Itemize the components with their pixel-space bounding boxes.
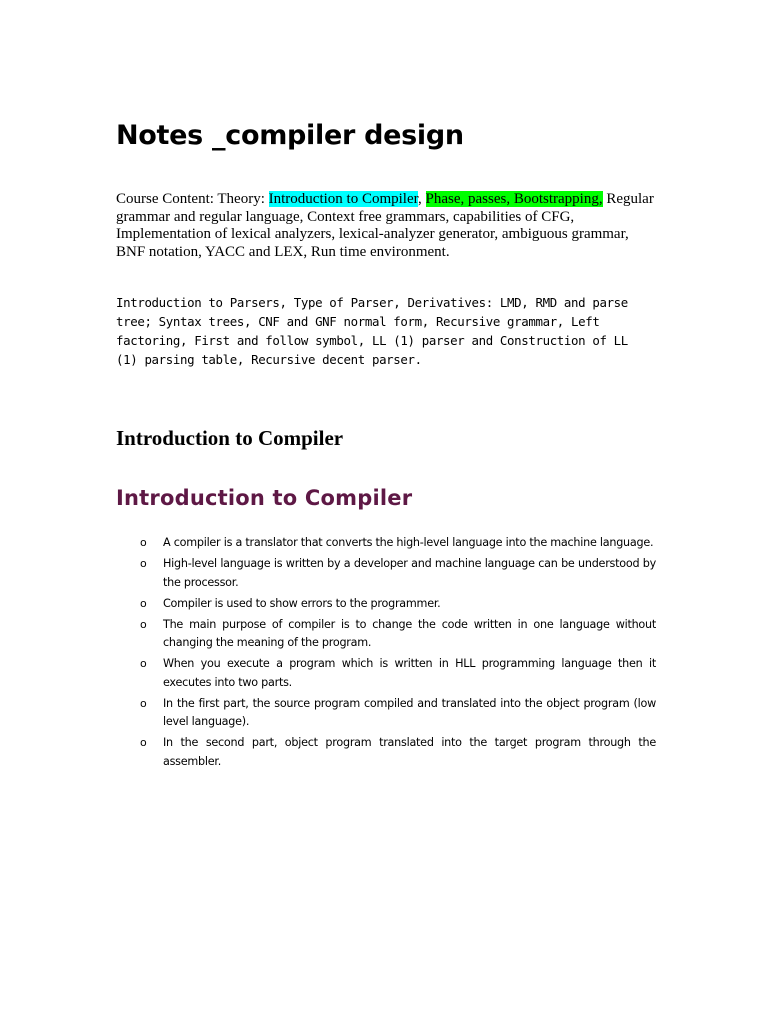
- list-item: [116, 695, 656, 732]
- highlight-phase-passes: Phase, passes, Bootstrapping,: [425, 191, 603, 207]
- bullet-circle-icon: o: [140, 696, 147, 710]
- bullet-circle-icon: o: [140, 596, 147, 610]
- bullet-circle-icon: o: [140, 657, 147, 670]
- section-heading-script: Introduction to Compiler: [116, 486, 413, 510]
- highlight-intro-compiler: Introduction to Compiler: [268, 191, 419, 207]
- list-item-text: The main purpose of compiler is to change the code written in one language without changing the meaning of the program.: [163, 617, 656, 649]
- bullet-circle-icon: o: [140, 557, 147, 570]
- list-item: [116, 655, 656, 692]
- list-item: [116, 534, 656, 553]
- parsers-paragraph: Introduction to Parsers, Type of Parser, Derivatives: LMD, RMD and parse tree; Syntax trees, CNF and GNF normal form, Recursive grammar, Left factoring, First and follow symbol, LL (1) parser and Construction of LL (1) parsing table, Recursive decent parser.: [116, 295, 628, 367]
- list-item-text: In the second part, object program translated into the target program through the assembler.: [163, 736, 656, 768]
- section-heading-serif: Introduction to Compiler: [116, 426, 344, 450]
- course-content-separator: ,: [418, 191, 426, 207]
- bullet-circle-icon: o: [140, 536, 147, 549]
- list-item-text: A compiler is a translator that converts the high-level language into the machine language.: [163, 536, 654, 549]
- list-item-text: High-level language is written by a developer and machine language can be understood by the processor.: [163, 557, 656, 589]
- list-item: [116, 616, 656, 653]
- course-content-prefix: Course Content: Theory:: [116, 191, 269, 207]
- list-item-text: In the first part, the source program compiled and translated into the object program (low level language).: [163, 696, 656, 728]
- list-item: [116, 555, 656, 592]
- list-item-text: When you execute a program which is written in HLL programming language then it executes into two parts.: [163, 657, 656, 689]
- list-item-text: Compiler is used to show errors to the programmer.: [163, 596, 441, 610]
- bullet-list: [116, 534, 656, 774]
- list-item: [116, 595, 656, 614]
- list-item: [116, 734, 656, 771]
- bullet-circle-icon: o: [140, 617, 147, 631]
- course-content-paragraph: [116, 191, 656, 261]
- document-title: Notes _compiler design: [116, 120, 464, 151]
- bullet-circle-icon: o: [140, 736, 147, 749]
- course-content-rest: Regular grammar and regular language, Context free grammars, capabilities of CFG, Implementation of lexical analyzers, lexical-analyzer generator, ambiguous grammar, BNF notation, YACC and LEX, Run time environment.: [116, 191, 654, 260]
